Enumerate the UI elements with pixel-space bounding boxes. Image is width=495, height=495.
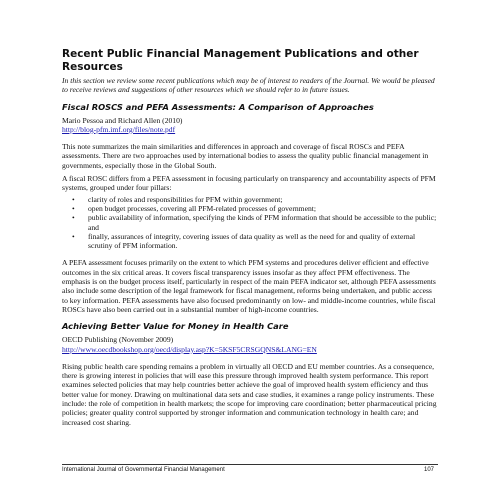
page-number: 107 — [423, 467, 434, 473]
pillar-list — [62, 195, 438, 251]
page-title: Recent Public Financial Management Publications and other Resources — [62, 48, 419, 73]
list-item: • public availability of information, specifying the kinds of PFM information that should be accessible to the public; and — [72, 213, 437, 232]
article-authors: Mario Pessoa and Richard Allen (2010) — [62, 115, 183, 125]
article-link[interactable]: http://blog-pfm.imf.org/files/note.pdf — [62, 124, 176, 134]
section-intro: In this section we review some recent publications which may be of interest to readers of the Journal. We would be pleased to receive reviews and suggestions of other resources which we should refer to in future issues. — [62, 76, 435, 95]
list-item: • open budget processes, covering all PFM-related processes of government; — [72, 203, 316, 213]
article-paragraph: Rising public health care spending remains a problem in virtually all OECD and EU member countries. As a consequence, there is growing interest in policies that will ease this pressure through improved health system performance. This report examines selected policies that may help countries better achieve the goal of improved health system efficiency and thus better value for money. Drawing on multinational data sets and case studies, it examines a range policy instruments. These include: the role of competition in health markets; the scope for improving care coordination; better pharmaceutical pricing policies; greater quality control supported by stronger information and communication technology in health care; and increased cost sharing. — [62, 361, 437, 427]
bullet-icon: • — [72, 203, 75, 213]
article-heading: Achieving Better Value for Money in Health Care — [62, 321, 289, 332]
page-footer — [62, 464, 438, 474]
journal-name: International Journal of Governmental Financial Management — [62, 467, 225, 473]
bullet-icon: • — [72, 213, 75, 223]
article-heading: Fiscal ROSCS and PEFA Assessments: A Comparison of Approaches — [62, 101, 374, 112]
article-paragraph: A PEFA assessment focuses primarily on the extent to which PFM systems and procedures deliver efficient and effective outcomes in the six critical areas. It covers fiscal transparency issues insofar as they affect PFM effectiveness. The emphasis is on the budget process itself, particularly in respect of the main PEFA indicator set, although PEFA assessments also include some description of the legal framework for fiscal management, reforms being undertaken, and public access to key information. PEFA assessments have also focused predominantly on low- and middle-income countries, while fiscal ROSCs have also been carried out in a substantial number of high-income countries. — [62, 258, 436, 314]
bullet-icon: • — [72, 194, 75, 204]
article-publisher: OECD Publishing (November 2009) — [62, 335, 174, 345]
list-item: • clarity of roles and responsibilities for PFM within government; — [72, 194, 283, 204]
article-health-care — [62, 321, 438, 427]
article-paragraph: A fiscal ROSC differs from a PEFA assessment in focusing particularly on transparency and accountability aspects of PFM systems, grouped under four pillars: — [62, 174, 436, 193]
page-content — [62, 48, 438, 427]
list-item: • finally, assurances of integrity, covering issues of data quality as well as the need for and quality of external scrutiny of PFM information. — [72, 231, 416, 251]
bullet-icon: • — [72, 231, 75, 241]
article-fiscal-roscs — [62, 102, 438, 315]
article-link[interactable]: http://www.oecdbookshop.org/oecd/display.asp?K=5KSF5CRSGQNS&LANG=EN — [62, 344, 317, 354]
article-paragraph: This note summarizes the main similarities and differences in approach and coverage of fiscal ROSCs and PEFA assessments. There are two approaches used by international bodies to assess the quality public financial management in governments, especially those in the Global South. — [62, 142, 429, 170]
